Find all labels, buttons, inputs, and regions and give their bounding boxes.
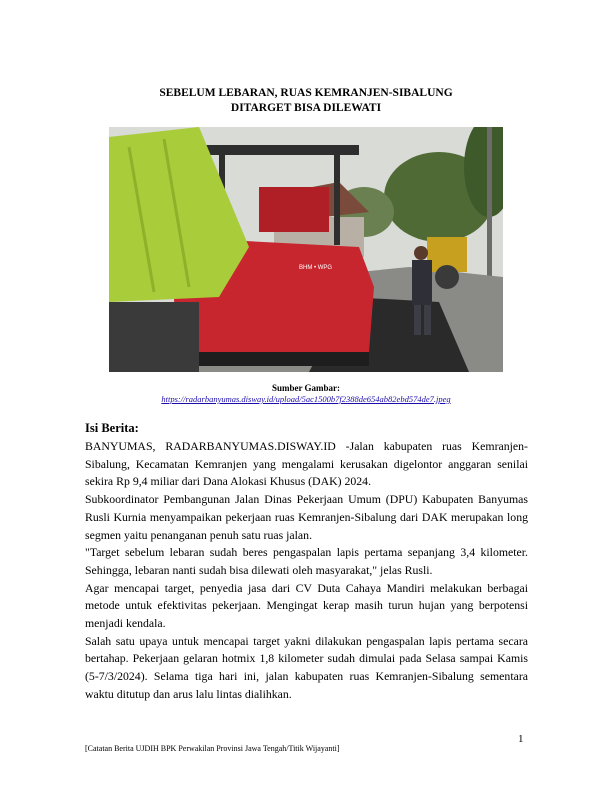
page-number: 1	[518, 733, 524, 745]
paver-track	[179, 352, 369, 366]
machine-label: BHM • WPG	[299, 265, 333, 271]
title-line-1: SEBELUM LEBARAN, RUAS KEMRANJEN-SIBALUNG	[159, 87, 453, 99]
canopy-post	[334, 155, 340, 245]
roller-drum	[435, 265, 459, 289]
paragraph: BANYUMAS, RADARBANYUMAS.DISWAY.ID -Jalan kabupaten ruas Kemranjen-Sibalung, Kecamatan Kemranjen yang mengalami kerusakan digelontor anggaran senilai sekira Rp 9,4 miliar dari Dana Alokasi Khusus (DAK) 2024.	[85, 439, 528, 489]
worker-leg	[424, 305, 431, 335]
paragraph: Subkoordinator Pembangunan Jalan Dinas Pekerjaan Umum (DPU) Kabupaten Banyumas Rusli Kurnia menyampaikan pekerjaan ruas Kemranjen-Sibalung dari DAK merupakan long segmen yaitu penanganan penuh satu ruas jalan.	[85, 492, 528, 542]
title-line-2: DITARGET BISA DILEWATI	[230, 102, 382, 114]
paver-cabin	[259, 187, 329, 232]
road-paving-illustration	[109, 127, 503, 372]
paver-canopy	[189, 145, 359, 155]
news-photo	[109, 127, 503, 372]
worker-leg	[414, 305, 421, 335]
paragraph: Agar mencapai target, penyedia jasa dari CV Duta Cahaya Mandiri melakukan berbagai metode untuk efektivitas pekerjaan. Mengingat kerap masih turun hujan yang berpotensi menjadi kendala.	[85, 580, 528, 631]
truck-chassis	[109, 302, 199, 372]
paragraph: "Target sebelum lebaran sudah beres pengaspalan lapis pertama sepanjang 3,4 kilometer. Sehingga, lebaran nanti sudah bisa dilewati oleh masyarakat," jelas Rusli.	[85, 545, 528, 577]
article-title	[0, 86, 612, 116]
photo-caption: Sumber Gambar:	[271, 383, 341, 393]
worker-body	[412, 260, 432, 305]
section-heading: Isi Berita:	[85, 421, 139, 435]
photo-source-link[interactable]: https://radarbanyumas.disway.id/upload/5ac1500b7f2388de654ab82ebd574de7.jpeg	[161, 394, 451, 404]
paragraph: Salah satu upaya untuk mencapai target yakni dilakukan pengaspalan lapis pertama secara bertahap. Pekerjaan gelaran hotmix 1,8 kilometer sudah dimulai pada Selasa sampai Kamis (5-7/3/2024). Selama tiga hari ini, jalan kabupaten ruas Kemranjen-Sibalung sementara waktu ditutup dan arus lalu lintas dialihkan.	[85, 633, 528, 701]
footer-note: [Catatan Berita UJDIH BPK Perwakilan Provinsi Jawa Tengah/Titik Wijayanti]	[85, 744, 340, 753]
article-body	[85, 438, 528, 704]
worker-head	[414, 246, 428, 260]
